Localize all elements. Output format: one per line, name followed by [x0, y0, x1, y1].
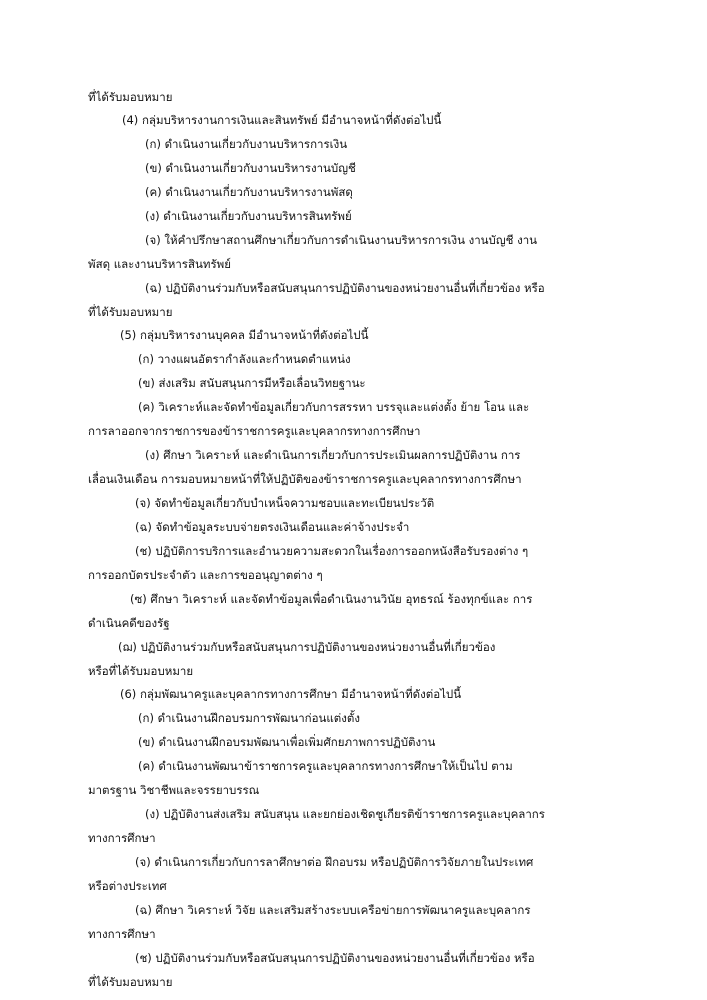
text-line: (ช) ปฏิบัติงานร่วมกับหรือสนับสนุนการปฏิบัติงานของหน่วยงานอื่นที่เกี่ยวข้อง หรือ	[135, 951, 535, 965]
text-line: ทางการศึกษา	[88, 927, 156, 941]
text-line: การออกบัตรประจำตัว และการขออนุญาตต่าง ๆ	[88, 568, 323, 582]
text-line: (จ) ให้คำปรึกษาสถานศึกษาเกี่ยวกับการดำเนินงานบริหารการเงิน งานบัญชี งาน	[145, 233, 538, 247]
text-line: (ฉ) จัดทำข้อมูลระบบจ่ายตรงเงินเดือนและค่าจ้างประจำ	[135, 520, 410, 534]
text-line: (ง) ปฏิบัติงานส่งเสริม สนับสนุน และยกย่องเชิดชูเกียรติข้าราชการครูและบุคลากร	[145, 807, 545, 821]
text-line: ที่ได้รับมอบหมาย	[88, 975, 173, 989]
text-line: (ข) ดำเนินงานฝึกอบรมพัฒนาเพื่อเพิ่มศักยภาพการปฏิบัติงาน	[138, 735, 436, 749]
text-line: (ก) ดำเนินงานเกี่ยวกับงานบริหารการเงิน	[145, 137, 348, 151]
text-line: (ช) ปฏิบัติการบริการและอำนวยความสะดวกในเรื่องการออกหนังสือรับรองต่าง ๆ	[135, 544, 529, 558]
text-line: (ฉ) ศึกษา วิเคราะห์ วิจัย และเสริมสร้างระบบเครือข่ายการพัฒนาครูและบุคลากร	[135, 903, 531, 917]
text-line: (จ) จัดทำข้อมูลเกี่ยวกับบำเหน็จความชอบและทะเบียนประวัติ	[135, 496, 435, 510]
text-line: (ง) ศึกษา วิเคราะห์ และดำเนินการเกี่ยวกับการประเมินผลการปฏิบัติงาน การ	[145, 448, 521, 462]
text-line: ทางการศึกษา	[88, 831, 156, 845]
text-line: (ฌ) ปฏิบัติงานร่วมกับหรือสนับสนุนการปฏิบัติงานของหน่วยงานอื่นที่เกี่ยวข้อง	[118, 640, 496, 654]
text-line: การลาออกจากราชการของข้าราชการครูและบุคลากรทางการศึกษา	[88, 424, 421, 438]
text-line: ดำเนินคดีของรัฐ	[88, 616, 170, 630]
text-line: (ก) วางแผนอัตรากำลังและกำหนดตำแหน่ง	[138, 352, 351, 366]
text-line: (ค) ดำเนินงานพัฒนาข้าราชการครูและบุคลากรทางการศึกษาให้เป็นไป ตาม	[138, 759, 513, 773]
text-line: (ข) ส่งเสริม สนับสนุนการมีหรือเลื่อนวิทยฐานะ	[138, 376, 366, 390]
text-line: หรือที่ได้รับมอบหมาย	[88, 664, 194, 678]
text-line: (ก) ดำเนินงานฝึกอบรมการพัฒนาก่อนแต่งตั้ง	[138, 711, 360, 725]
section-heading-4: (4) กลุ่มบริหารงานการเงินและสินทรัพย์ มีอำนาจหน้าที่ดังต่อไปนี้	[122, 113, 442, 127]
section-heading-5: (5) กลุ่มบริหารงานบุคคล มีอำนาจหน้าที่ดังต่อไปนี้	[120, 328, 369, 342]
text-line: (ซ) ศึกษา วิเคราะห์ และจัดทำข้อมูลเพื่อดำเนินงานวินัย อุทธรณ์ ร้องทุกข์และ การ	[130, 592, 533, 606]
text-line: (ง) ดำเนินงานเกี่ยวกับงานบริหารสินทรัพย์	[145, 209, 352, 223]
text-line: มาตรฐาน วิชาชีพและจรรยาบรรณ	[88, 783, 260, 797]
text-line: (ค) วิเคราะห์และจัดทำข้อมูลเกี่ยวกับการสรรหา บรรจุและแต่งตั้ง ย้าย โอน และ	[138, 400, 530, 414]
text-line: ที่ได้รับมอบหมาย	[88, 90, 173, 104]
text-line: ที่ได้รับมอบหมาย	[88, 305, 173, 319]
text-line: หรือต่างประเทศ	[88, 879, 167, 893]
section-heading-6: (6) กลุ่มพัฒนาครูและบุคลากรทางการศึกษา มีอำนาจหน้าที่ดังต่อไปนี้	[120, 687, 462, 701]
text-line: พัสดุ และงานบริหารสินทรัพย์	[88, 257, 231, 271]
text-line: (ค) ดำเนินงานเกี่ยวกับงานบริหารงานพัสดุ	[145, 185, 353, 199]
text-line: (จ) ดำเนินการเกี่ยวกับการลาศึกษาต่อ ฝึกอบรม หรือปฏิบัติการวิจัยภายในประเทศ	[135, 855, 534, 869]
text-line: เลื่อนเงินเดือน การมอบหมายหน้าที่ให้ปฏิบัติของข้าราชการครูและบุคลากรทางการศึกษา	[88, 472, 522, 486]
text-line: (ข) ดำเนินงานเกี่ยวกับงานบริหารงานบัญชี	[145, 161, 356, 175]
text-line: (ฉ) ปฏิบัติงานร่วมกับหรือสนับสนุนการปฏิบัติงานของหน่วยงานอื่นที่เกี่ยวข้อง หรือ	[145, 281, 545, 295]
